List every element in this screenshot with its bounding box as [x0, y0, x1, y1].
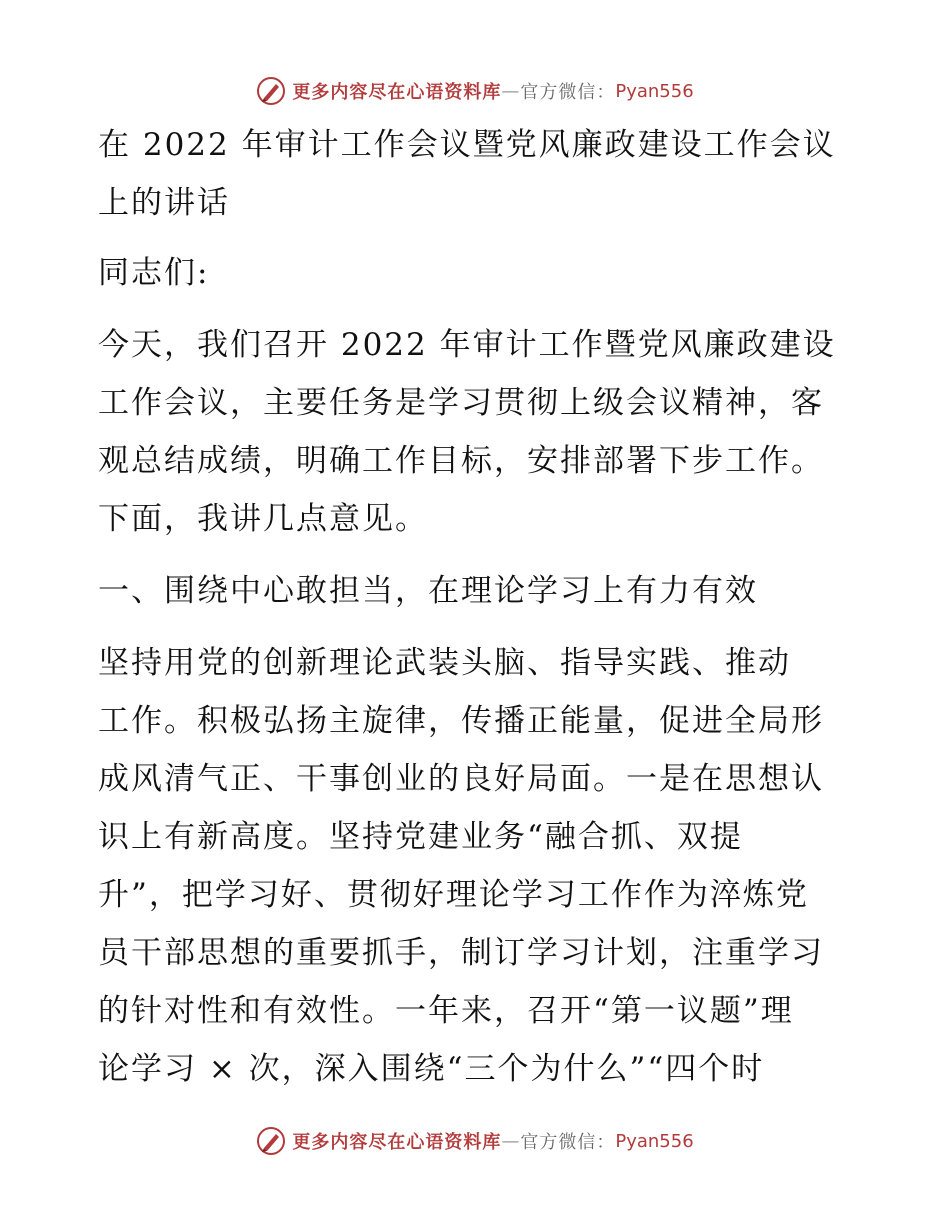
pen-logo-icon [256, 76, 286, 106]
heading-line: 一、围绕中心敢担当，在理论学习上有力有效 [98, 573, 758, 609]
watermark-wechat-id: Pyan556 [615, 80, 694, 102]
paragraph-line: 论学习 × 次，深入围绕“三个为什么”“四个时 [98, 1051, 765, 1087]
paragraph-line: 观总结成绩，明确工作目标，安排部署下步工作。 [98, 443, 824, 479]
section-heading-1 [98, 562, 850, 620]
paragraph-line: 今天，我们召开 2022 年审计工作暨党风廉政建设 [98, 327, 836, 363]
watermark-wechat-id: Pyan556 [615, 1130, 694, 1152]
watermark-wechat-label: 官方微信： [520, 1132, 616, 1153]
salutation [98, 244, 850, 302]
paragraph-line: 的针对性和有效性。一年来，召开“第一议题”理 [98, 993, 794, 1029]
salutation-line: 同志们: [98, 255, 210, 291]
paragraph-line: 员干部思想的重要抓手，制订学习计划，注重学习 [98, 935, 824, 971]
watermark-wechat-label: 官方微信： [520, 82, 616, 103]
watermark-main-text: 更多内容尽在心语资料库 [292, 1132, 502, 1153]
paragraph-line: 坚持用党的创新理论武装头脑、指导实践、推动 [98, 645, 791, 681]
title-line: 上的讲话 [98, 185, 230, 221]
title-line: 在 2022 年审计工作会议暨党风廉政建设工作会议 [98, 127, 836, 163]
document-body [98, 116, 850, 1112]
paragraph-line: 识上有新高度。坚持党建业务“融合抓、双提 [98, 819, 743, 855]
paragraph-section-1 [98, 634, 850, 1098]
paragraph-line: 成风清气正、干事创业的良好局面。一是在思想认 [98, 761, 824, 797]
watermark-separator: — [501, 80, 521, 102]
watermark-main-text: 更多内容尽在心语资料库 [292, 82, 502, 103]
paragraph-intro [98, 316, 850, 548]
paragraph-line: 下面，我讲几点意见。 [98, 501, 428, 537]
pen-logo-icon [256, 1126, 286, 1156]
watermark-footer [0, 1126, 950, 1156]
watermark-header [0, 76, 950, 106]
paragraph-line: 升”，把学习好、贯彻好理论学习工作作为淬炼党 [98, 877, 809, 913]
document-title [98, 116, 850, 232]
watermark-separator: — [501, 1130, 521, 1152]
paragraph-line: 工作会议，主要任务是学习贯彻上级会议精神，客 [98, 385, 824, 421]
paragraph-line: 工作。积极弘扬主旋律，传播正能量，促进全局形 [98, 703, 824, 739]
